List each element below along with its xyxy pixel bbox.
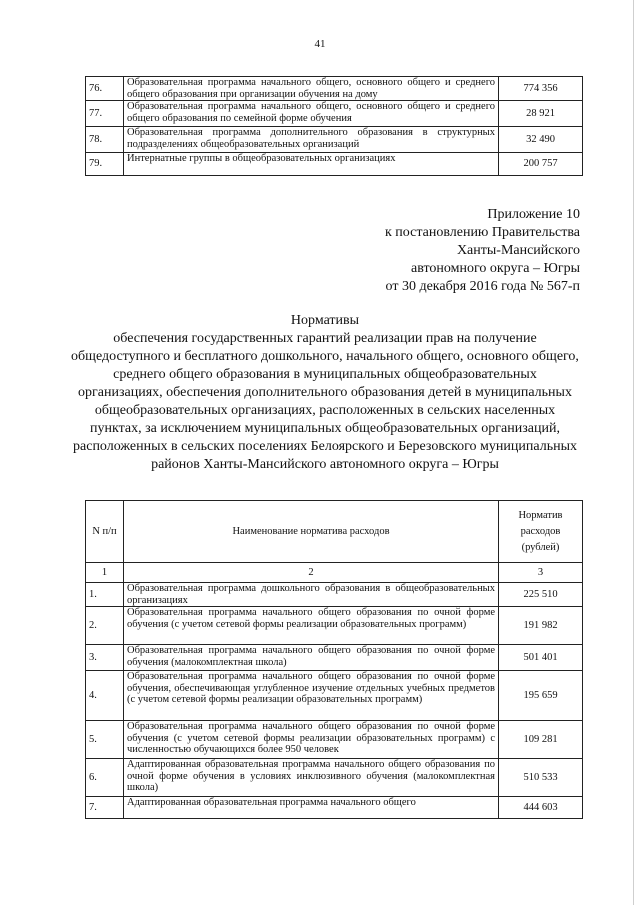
- title-heading: Нормативы: [290, 313, 360, 328]
- page-number: 41: [314, 38, 326, 50]
- table-row: [86, 127, 583, 153]
- appendix-line: Ханты-Мансийского: [456, 243, 580, 258]
- row-number: 2.: [86, 607, 124, 645]
- document-title: [70, 312, 580, 474]
- row-number: 3.: [86, 645, 124, 671]
- table-row: [86, 77, 583, 101]
- index-col2: 2: [124, 563, 499, 583]
- row-number: 77.: [86, 101, 124, 127]
- row-description: Образовательная программа дошкольного образования в общеобразовательных организациях: [124, 583, 499, 607]
- row-number: 6.: [86, 759, 124, 797]
- table-index-row: [86, 563, 583, 583]
- table-row: [86, 671, 583, 721]
- row-number: 4.: [86, 671, 124, 721]
- table-row: [86, 607, 583, 645]
- table-row: [86, 797, 583, 819]
- row-value: 109 281: [499, 721, 583, 759]
- appendix-line: автономного округа – Югры: [411, 261, 580, 276]
- row-description: Образовательная программа начального общего образования по очной форме обучения (с учетом сетевой формы реализации образовательных программ): [124, 607, 499, 645]
- row-description: Образовательная программа начального общего образования по очной форме обучения, обеспечивающая углубленное изучение отдельных учебных предметов (с учетом сетевой формы реализации образовательных программ): [124, 671, 499, 721]
- row-value: 444 603: [499, 797, 583, 819]
- scan-edge-line: [633, 0, 634, 905]
- appendix-line: к постановлению Правительства: [384, 225, 580, 240]
- row-value: 225 510: [499, 583, 583, 607]
- row-description: Образовательная программа дополнительного образования в структурных подразделениях общеобразовательных организаций: [124, 127, 499, 153]
- table-row: [86, 759, 583, 797]
- row-value: 200 757: [499, 153, 583, 176]
- header-number: N п/п: [86, 501, 124, 563]
- row-value: 32 490: [499, 127, 583, 153]
- row-number: 78.: [86, 127, 124, 153]
- row-number: 1.: [86, 583, 124, 607]
- title-body: обеспечения государственных гарантий реализации прав на получение общедоступного и бесплатного дошкольного, начального общего, основного общего, среднего общего образования в муниципальных общеобразовательных организациях, обеспечения дополнительного образования детей в муниципальных общеобразовательных организациях, расположенных в сельских населенных пунктах, за исключением муниципальных общеобразовательных организаций, расположенных в сельских поселениях Белоярского и Березовского муниципальных районов Ханты-Мансийского автономного округа – Югры: [71, 331, 579, 472]
- row-number: 76.: [86, 77, 124, 101]
- row-number: 7.: [86, 797, 124, 819]
- row-number: 5.: [86, 721, 124, 759]
- row-description: Образовательная программа начального общего образования по очной форме обучения (с учетом сетевой формы реализации образовательных программ) с численностью обучающихся более 950 человек: [124, 721, 499, 759]
- norms-table: [85, 500, 583, 819]
- row-value: 510 533: [499, 759, 583, 797]
- table-row: [86, 101, 583, 127]
- continuation-table: [85, 76, 583, 176]
- header-name: Наименование норматива расходов: [124, 501, 499, 563]
- row-value: 191 982: [499, 607, 583, 645]
- index-col3: 3: [499, 563, 583, 583]
- row-value: 501 401: [499, 645, 583, 671]
- appendix-number: Приложение 10: [487, 207, 580, 222]
- row-value: 774 356: [499, 77, 583, 101]
- row-number: 79.: [86, 153, 124, 176]
- appendix-reference: [385, 206, 580, 296]
- header-value: Норматив расходов (рублей): [499, 501, 583, 563]
- row-description: Образовательная программа начального общего образования по очной форме обучения (малокомплектная школа): [124, 645, 499, 671]
- table-header-row: [86, 501, 583, 563]
- table-row: [86, 721, 583, 759]
- row-description: Адаптированная образовательная программа начального общего образования по очной форме обучения в условиях инклюзивного обучения (малокомплектная школа): [124, 759, 499, 797]
- row-description: Образовательная программа начального общего, основного общего и среднего общего образования при организации обучения на дому: [124, 77, 499, 101]
- row-description: Образовательная программа начального общего, основного общего и среднего общего образования по семейной форме обучения: [124, 101, 499, 127]
- table-row: [86, 153, 583, 176]
- row-description: Адаптированная образовательная программа начального общего: [124, 797, 499, 819]
- row-description: Интернатные группы в общеобразовательных организациях: [124, 153, 499, 176]
- appendix-date: от 30 декабря 2016 года № 567-п: [385, 279, 580, 294]
- row-value: 195 659: [499, 671, 583, 721]
- index-col1: 1: [86, 563, 124, 583]
- table-row: [86, 645, 583, 671]
- table-row: [86, 583, 583, 607]
- row-value: 28 921: [499, 101, 583, 127]
